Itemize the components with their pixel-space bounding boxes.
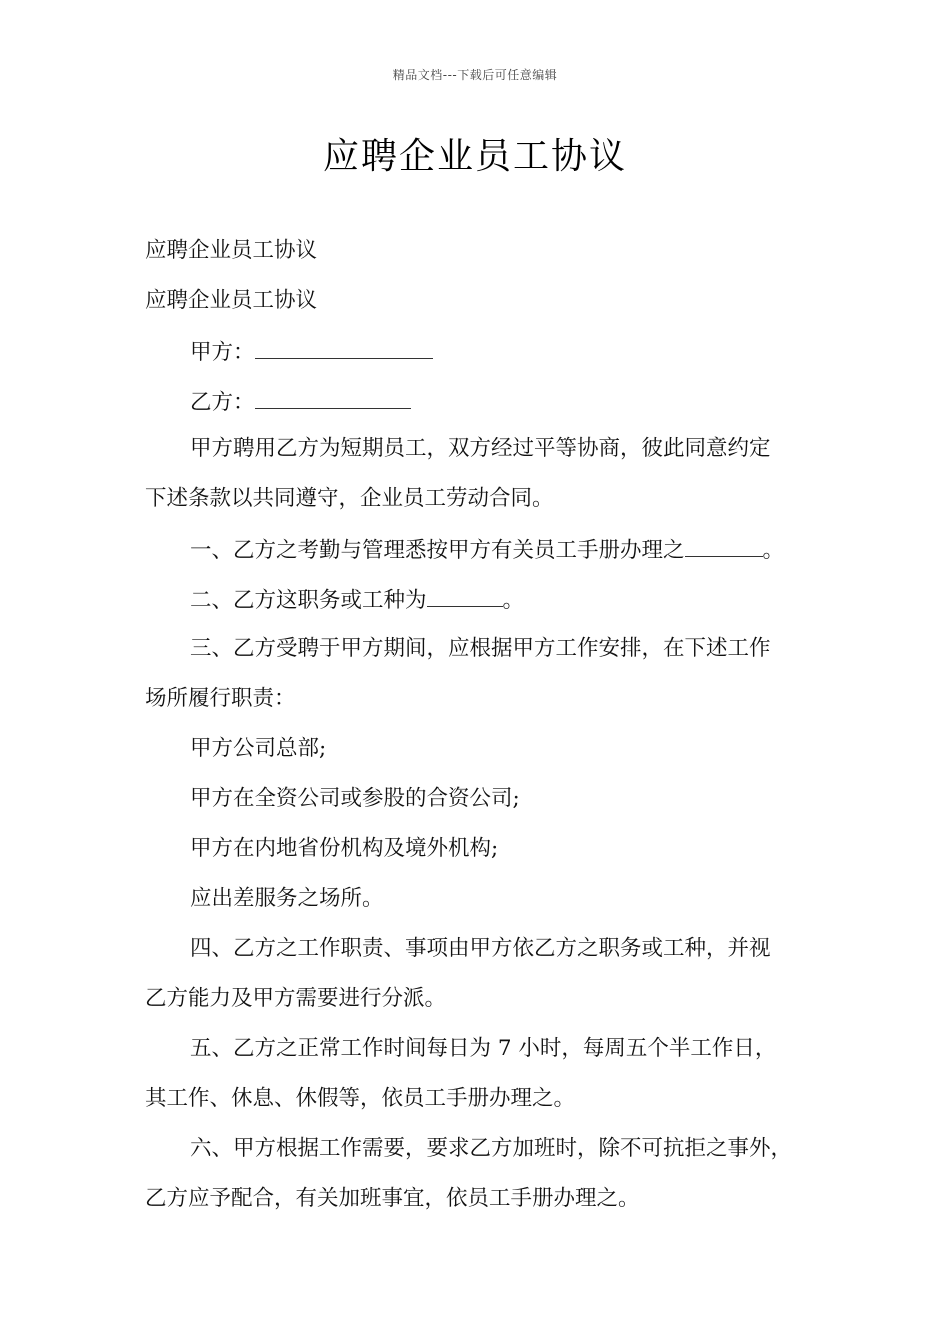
clause-1 bbox=[190, 534, 784, 566]
party-b-blank bbox=[255, 386, 411, 409]
clause-1-text: 一、乙方之考勤与管理悉按甲方有关员工手册办理之 bbox=[190, 538, 685, 563]
clause-3-line-1: 三、乙方受聘于甲方期间，应根据甲方工作安排，在下述工作 bbox=[190, 636, 771, 661]
clause-6-line-1: 六、甲方根据工作需要，要求乙方加班时，除不可抗拒之事外， bbox=[190, 1136, 793, 1161]
paragraph-intro-2: 下述条款以共同遵守，企业员工劳动合同。 bbox=[145, 486, 554, 511]
party-b-line bbox=[190, 386, 411, 418]
party-a-blank bbox=[255, 336, 433, 359]
clause-2-blank bbox=[427, 584, 503, 607]
document-title: 应聘企业员工协议 bbox=[322, 136, 627, 177]
paragraph-intro-1: 甲方聘用乙方为短期员工，双方经过平等协商，彼此同意约定 bbox=[190, 436, 771, 461]
clause-1-end: 。 bbox=[762, 538, 785, 563]
workplace-item-4: 应出差服务之场所。 bbox=[190, 886, 384, 911]
body-heading-repeat: 应聘企业员工协议 bbox=[145, 288, 318, 313]
clause-2 bbox=[190, 584, 524, 616]
clause-2-text: 二、乙方这职务或工种为 bbox=[190, 588, 427, 613]
clause-1-blank bbox=[685, 534, 763, 557]
workplace-item-1: 甲方公司总部; bbox=[190, 736, 327, 761]
clause-5-line-2: 其工作、休息、休假等，依员工手册办理之。 bbox=[145, 1086, 576, 1111]
clause-3-line-2: 场所履行职责： bbox=[145, 686, 296, 711]
clause-6-line-2: 乙方应予配合，有关加班事宜，依员工手册办理之。 bbox=[145, 1186, 640, 1211]
clause-2-end: 。 bbox=[502, 588, 525, 613]
clause-4-line-1: 四、乙方之工作职责、事项由甲方依乙方之职务或工种，并视 bbox=[190, 936, 771, 961]
page-header: 精品文档---下载后可任意编辑 bbox=[392, 68, 558, 82]
workplace-item-3: 甲方在内地省份机构及境外机构; bbox=[190, 836, 499, 861]
party-a-line bbox=[190, 336, 433, 368]
body-heading: 应聘企业员工协议 bbox=[145, 238, 318, 263]
party-b-label: 乙方： bbox=[190, 390, 255, 415]
party-a-label: 甲方： bbox=[190, 340, 255, 365]
workplace-item-2: 甲方在全资公司或参股的合资公司; bbox=[190, 786, 520, 811]
clause-5-line-1: 五、乙方之正常工作时间每日为 7 小时，每周五个半工作日， bbox=[190, 1036, 777, 1061]
clause-4-line-2: 乙方能力及甲方需要进行分派。 bbox=[145, 986, 447, 1011]
